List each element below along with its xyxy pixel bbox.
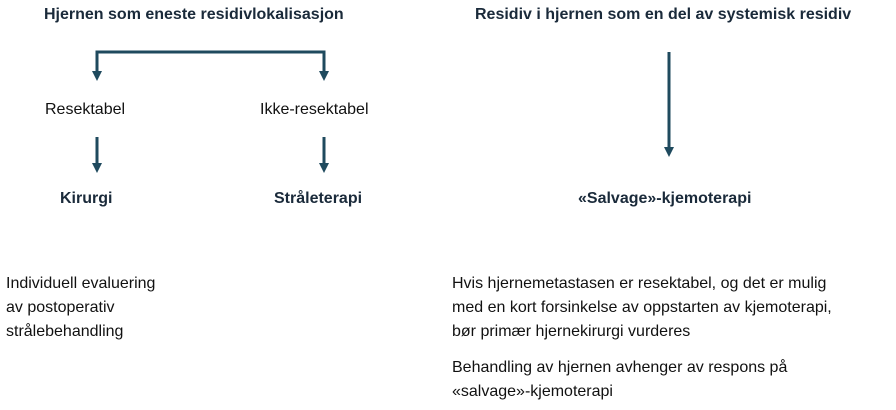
node-resektabel: Resektabel (45, 101, 126, 118)
node-straleterapi: Stråleterapi (274, 190, 363, 207)
left-heading: Hjernen som eneste residivlokalisasjon (44, 6, 344, 23)
left-note-line: strålebehandling (6, 323, 124, 340)
right-note-line: Hvis hjernemetastasen er resektabel, og det er mulig (452, 275, 827, 292)
left-note (6, 272, 155, 344)
right-note-line: bør primær hjernekirurgi vurderes (452, 323, 691, 340)
left-note-line: av postoperativ (6, 299, 115, 316)
right-note-2 (452, 356, 787, 404)
left-note-line: Individuell evaluering (6, 275, 156, 292)
right-note-line: Behandling av hjernen avhenger av respons på (452, 359, 788, 376)
right-note-line: «salvage»-kjemoterapi (452, 383, 613, 400)
node-ikke-resektabel: Ikke-resektabel (260, 101, 369, 118)
node-kirurgi: Kirurgi (60, 190, 113, 207)
right-heading: Residiv i hjernen som en del av systemisk residiv (475, 6, 852, 23)
node-salvage-kjemoterapi: «Salvage»-kjemoterapi (578, 190, 752, 207)
right-note-line: med en kort forsinkelse av oppstarten av kjemoterapi, (452, 299, 832, 316)
split-connector (97, 51, 324, 77)
right-note-1 (452, 272, 832, 344)
